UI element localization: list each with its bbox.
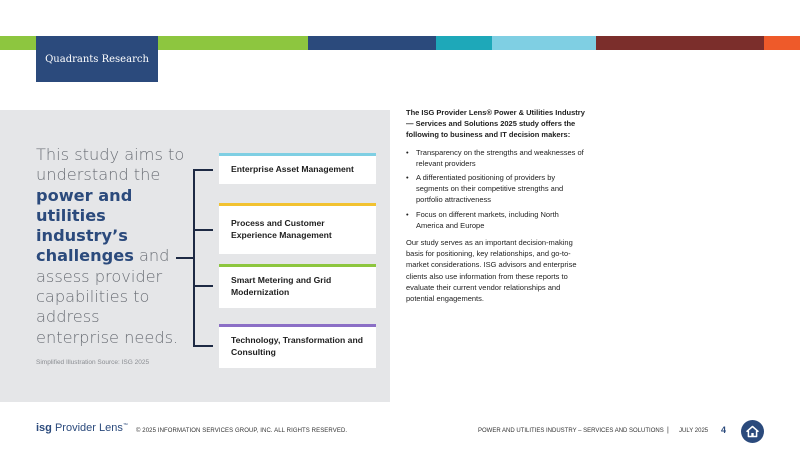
body-text: Our study serves as an important decision-making basis for positioning, key relationships, and go-to-market considerations. ISG advisors and enterprise clients also use information from these reports to evaluate their current vendor relationships and potential engagements. [406,238,577,304]
quadrant-card-process-cx[interactable] [219,203,376,254]
quadrant-card-technology[interactable] [219,324,376,368]
card-label: Technology, Transformation and Consulting [231,335,363,357]
list-item: • Transparency on the strengths and weaknesses of relevant providers [406,147,586,169]
quadrant-card-enterprise-asset[interactable] [219,153,376,184]
logo-mark: isg [36,422,52,434]
report-date: JULY 2025 [679,428,709,434]
isg-logo[interactable] [36,422,128,434]
page-footer [0,418,800,446]
logo-trademark: ™ [122,422,128,429]
list-item: • A differentiated positioning of providers by segments on their competitive strengths and portfolio attractiveness [406,172,586,206]
card-color-bar [219,153,376,156]
lead-text: and assess provider capabilities to address enterprise needs. [36,246,179,347]
stripe-segment [492,36,596,50]
card-label: Process and Customer Experience Management [231,217,332,240]
lead-highlight: power and utilities industry’s challenges [36,185,134,266]
card-color-bar [219,203,376,206]
source-note: Simplified Illustration Source: ISG 2025 [36,359,150,366]
stripe-segment [596,36,764,50]
intro-text: The ISG Provider Lens® Power & Utilities Industry — Services and Solutions 2025 study offers the following to business and IT decision makers: [406,108,585,140]
copyright: © 2025 INFORMATION SERVICES GROUP, INC. ALL RIGHTS RESERVED. [136,428,348,434]
page-number: 4 [721,425,727,435]
logo-text: Provider Lens [51,422,123,434]
home-button[interactable] [741,420,764,443]
footer-separator: | [667,427,669,434]
home-icon [746,425,759,438]
quadrant-card-smart-metering[interactable] [219,264,376,308]
stripe-segment [436,36,492,50]
card-label: Enterprise Asset Management [231,163,354,174]
section-tab[interactable]: Quadrants Research [36,36,158,82]
card-label: Smart Metering and Grid Modernization [231,275,332,297]
card-color-bar [219,324,376,327]
study-description [406,107,586,304]
list-item: • Focus on different markets, including North America and Europe [406,209,586,231]
benefit-list [406,147,586,231]
stripe-segment [764,36,800,50]
report-title: POWER AND UTILITIES INDUSTRY – SERVICES AND SOLUTIONS [478,428,664,434]
card-color-bar [219,264,376,267]
lead-text: This study aims to understand the [36,145,185,185]
